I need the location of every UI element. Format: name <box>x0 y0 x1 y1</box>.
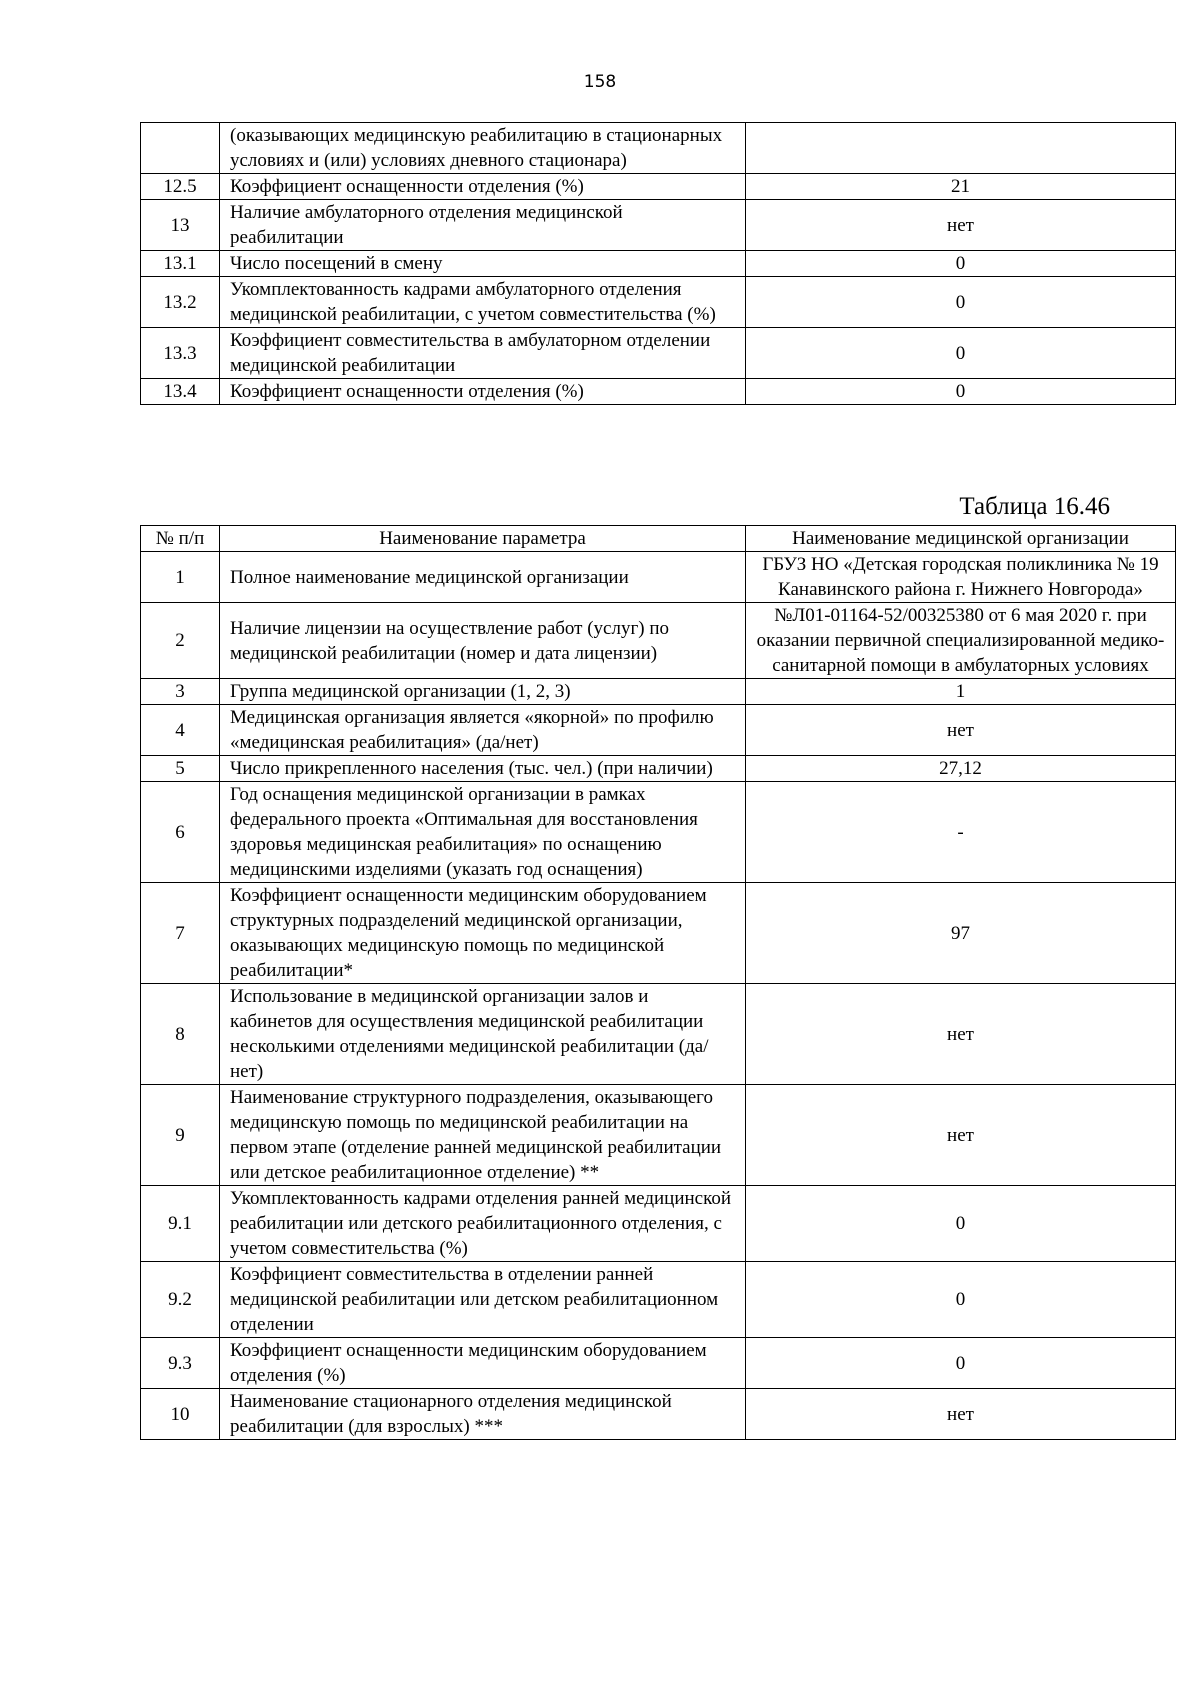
row-value: 0 <box>746 1338 1176 1389</box>
table-row <box>141 756 1176 782</box>
row-parameter: Наличие лицензии на осуществление работ (услуг) по медицинской реабилитации (номер и дата лицензии) <box>220 603 746 679</box>
row-value: 0 <box>746 251 1176 277</box>
table-row <box>141 379 1176 405</box>
row-value: 0 <box>746 277 1176 328</box>
header-parameter: Наименование параметра <box>220 526 746 552</box>
row-number: 3 <box>141 679 220 705</box>
row-parameter: Коэффициент совместительства в амбулаторном отделении медицинской реабилитации <box>220 328 746 379</box>
table-header-row <box>141 526 1176 552</box>
row-parameter: Укомплектованность кадрами отделения ранней медицинской реабилитации или детского реабилитационного отделения, с учетом совместительства (%) <box>220 1186 746 1262</box>
row-value: 97 <box>746 883 1176 984</box>
row-value: нет <box>746 200 1176 251</box>
row-number <box>141 123 220 174</box>
row-parameter: Использование в медицинской организации залов и кабинетов для осуществления медицинской реабилитации несколькими отделениями медицинской реабилитации (да/нет) <box>220 984 746 1085</box>
row-value: 0 <box>746 1262 1176 1338</box>
page-number: 158 <box>583 72 617 92</box>
header-number: № п/п <box>141 526 220 552</box>
table-row <box>141 782 1176 883</box>
row-parameter: Полное наименование медицинской организации <box>220 552 746 603</box>
row-number: 9 <box>141 1085 220 1186</box>
table-row <box>141 200 1176 251</box>
row-parameter: Наличие амбулаторного отделения медицинской реабилитации <box>220 200 746 251</box>
row-number: 9.3 <box>141 1338 220 1389</box>
row-number: 13.3 <box>141 328 220 379</box>
row-number: 13.4 <box>141 379 220 405</box>
row-parameter: Коэффициент оснащенности медицинским оборудованием структурных подразделений медицинской организации, оказывающих медицинскую помощь по медицинской реабилитации* <box>220 883 746 984</box>
row-number: 1 <box>141 552 220 603</box>
row-number: 13.1 <box>141 251 220 277</box>
row-parameter: (оказывающих медицинскую реабилитацию в стационарных условиях и (или) условиях дневного стационара) <box>220 123 746 174</box>
table-row <box>141 1262 1176 1338</box>
row-parameter: Коэффициент совместительства в отделении ранней медицинской реабилитации или детском реабилитационном отделении <box>220 1262 746 1338</box>
header-organization: Наименование медицинской организации <box>746 526 1176 552</box>
row-parameter: Наименование структурного подразделения, оказывающего медицинскую помощь по медицинской реабилитации на первом этапе (отделение ранней медицинской реабилитации или детское реабилитационное отделение) ** <box>220 1085 746 1186</box>
table-row <box>141 705 1176 756</box>
table-row <box>141 1338 1176 1389</box>
row-parameter: Укомплектованность кадрами амбулаторного отделения медицинской реабилитации, с учетом совместительства (%) <box>220 277 746 328</box>
row-value: нет <box>746 984 1176 1085</box>
row-number: 4 <box>141 705 220 756</box>
row-value: 21 <box>746 174 1176 200</box>
table-row <box>141 277 1176 328</box>
table-row <box>141 603 1176 679</box>
table-row <box>141 1085 1176 1186</box>
table-row <box>141 1389 1176 1440</box>
row-value: 0 <box>746 1186 1176 1262</box>
row-value: нет <box>746 1389 1176 1440</box>
table-row <box>141 883 1176 984</box>
row-number: 12.5 <box>141 174 220 200</box>
row-value <box>746 123 1176 174</box>
row-value: 1 <box>746 679 1176 705</box>
row-value: нет <box>746 705 1176 756</box>
row-parameter: Медицинская организация является «якорной» по профилю «медицинская реабилитация» (да/нет) <box>220 705 746 756</box>
parameters-table-16-46 <box>140 525 1176 1440</box>
row-number: 7 <box>141 883 220 984</box>
row-value: 0 <box>746 328 1176 379</box>
row-number: 5 <box>141 756 220 782</box>
row-number: 13.2 <box>141 277 220 328</box>
row-parameter: Коэффициент оснащенности медицинским оборудованием отделения (%) <box>220 1338 746 1389</box>
row-parameter: Группа медицинской организации (1, 2, 3) <box>220 679 746 705</box>
row-value: №Л01-01164-52/00325380 от 6 мая 2020 г. при оказании первичной специализированной медико-санитарной помощи в амбулаторных условиях <box>746 603 1176 679</box>
row-parameter: Наименование стационарного отделения медицинской реабилитации (для взрослых) *** <box>220 1389 746 1440</box>
continued-parameters-table <box>140 122 1176 405</box>
table-row <box>141 679 1176 705</box>
row-value: нет <box>746 1085 1176 1186</box>
table-row <box>141 251 1176 277</box>
table-row <box>141 984 1176 1085</box>
table-row <box>141 328 1176 379</box>
row-value: 27,12 <box>746 756 1176 782</box>
row-parameter: Число прикрепленного населения (тыс. чел.) (при наличии) <box>220 756 746 782</box>
row-parameter: Число посещений в смену <box>220 251 746 277</box>
row-parameter: Коэффициент оснащенности отделения (%) <box>220 174 746 200</box>
row-parameter: Коэффициент оснащенности отделения (%) <box>220 379 746 405</box>
row-number: 8 <box>141 984 220 1085</box>
row-value: 0 <box>746 379 1176 405</box>
row-parameter: Год оснащения медицинской организации в рамках федерального проекта «Оптимальная для восстановления здоровья медицинская реабилитация» по оснащению медицинскими изделиями (указать год оснащения) <box>220 782 746 883</box>
row-value: ГБУЗ НО «Детская городская поликлиника № 19 Канавинского района г. Нижнего Новгорода» <box>746 552 1176 603</box>
row-number: 2 <box>141 603 220 679</box>
row-number: 13 <box>141 200 220 251</box>
row-number: 6 <box>141 782 220 883</box>
table-caption: Таблица 16.46 <box>959 493 1110 520</box>
table-row <box>141 552 1176 603</box>
row-value: - <box>746 782 1176 883</box>
row-number: 9.1 <box>141 1186 220 1262</box>
table-row <box>141 174 1176 200</box>
row-number: 9.2 <box>141 1262 220 1338</box>
row-number: 10 <box>141 1389 220 1440</box>
table-row <box>141 1186 1176 1262</box>
table-row <box>141 123 1176 174</box>
